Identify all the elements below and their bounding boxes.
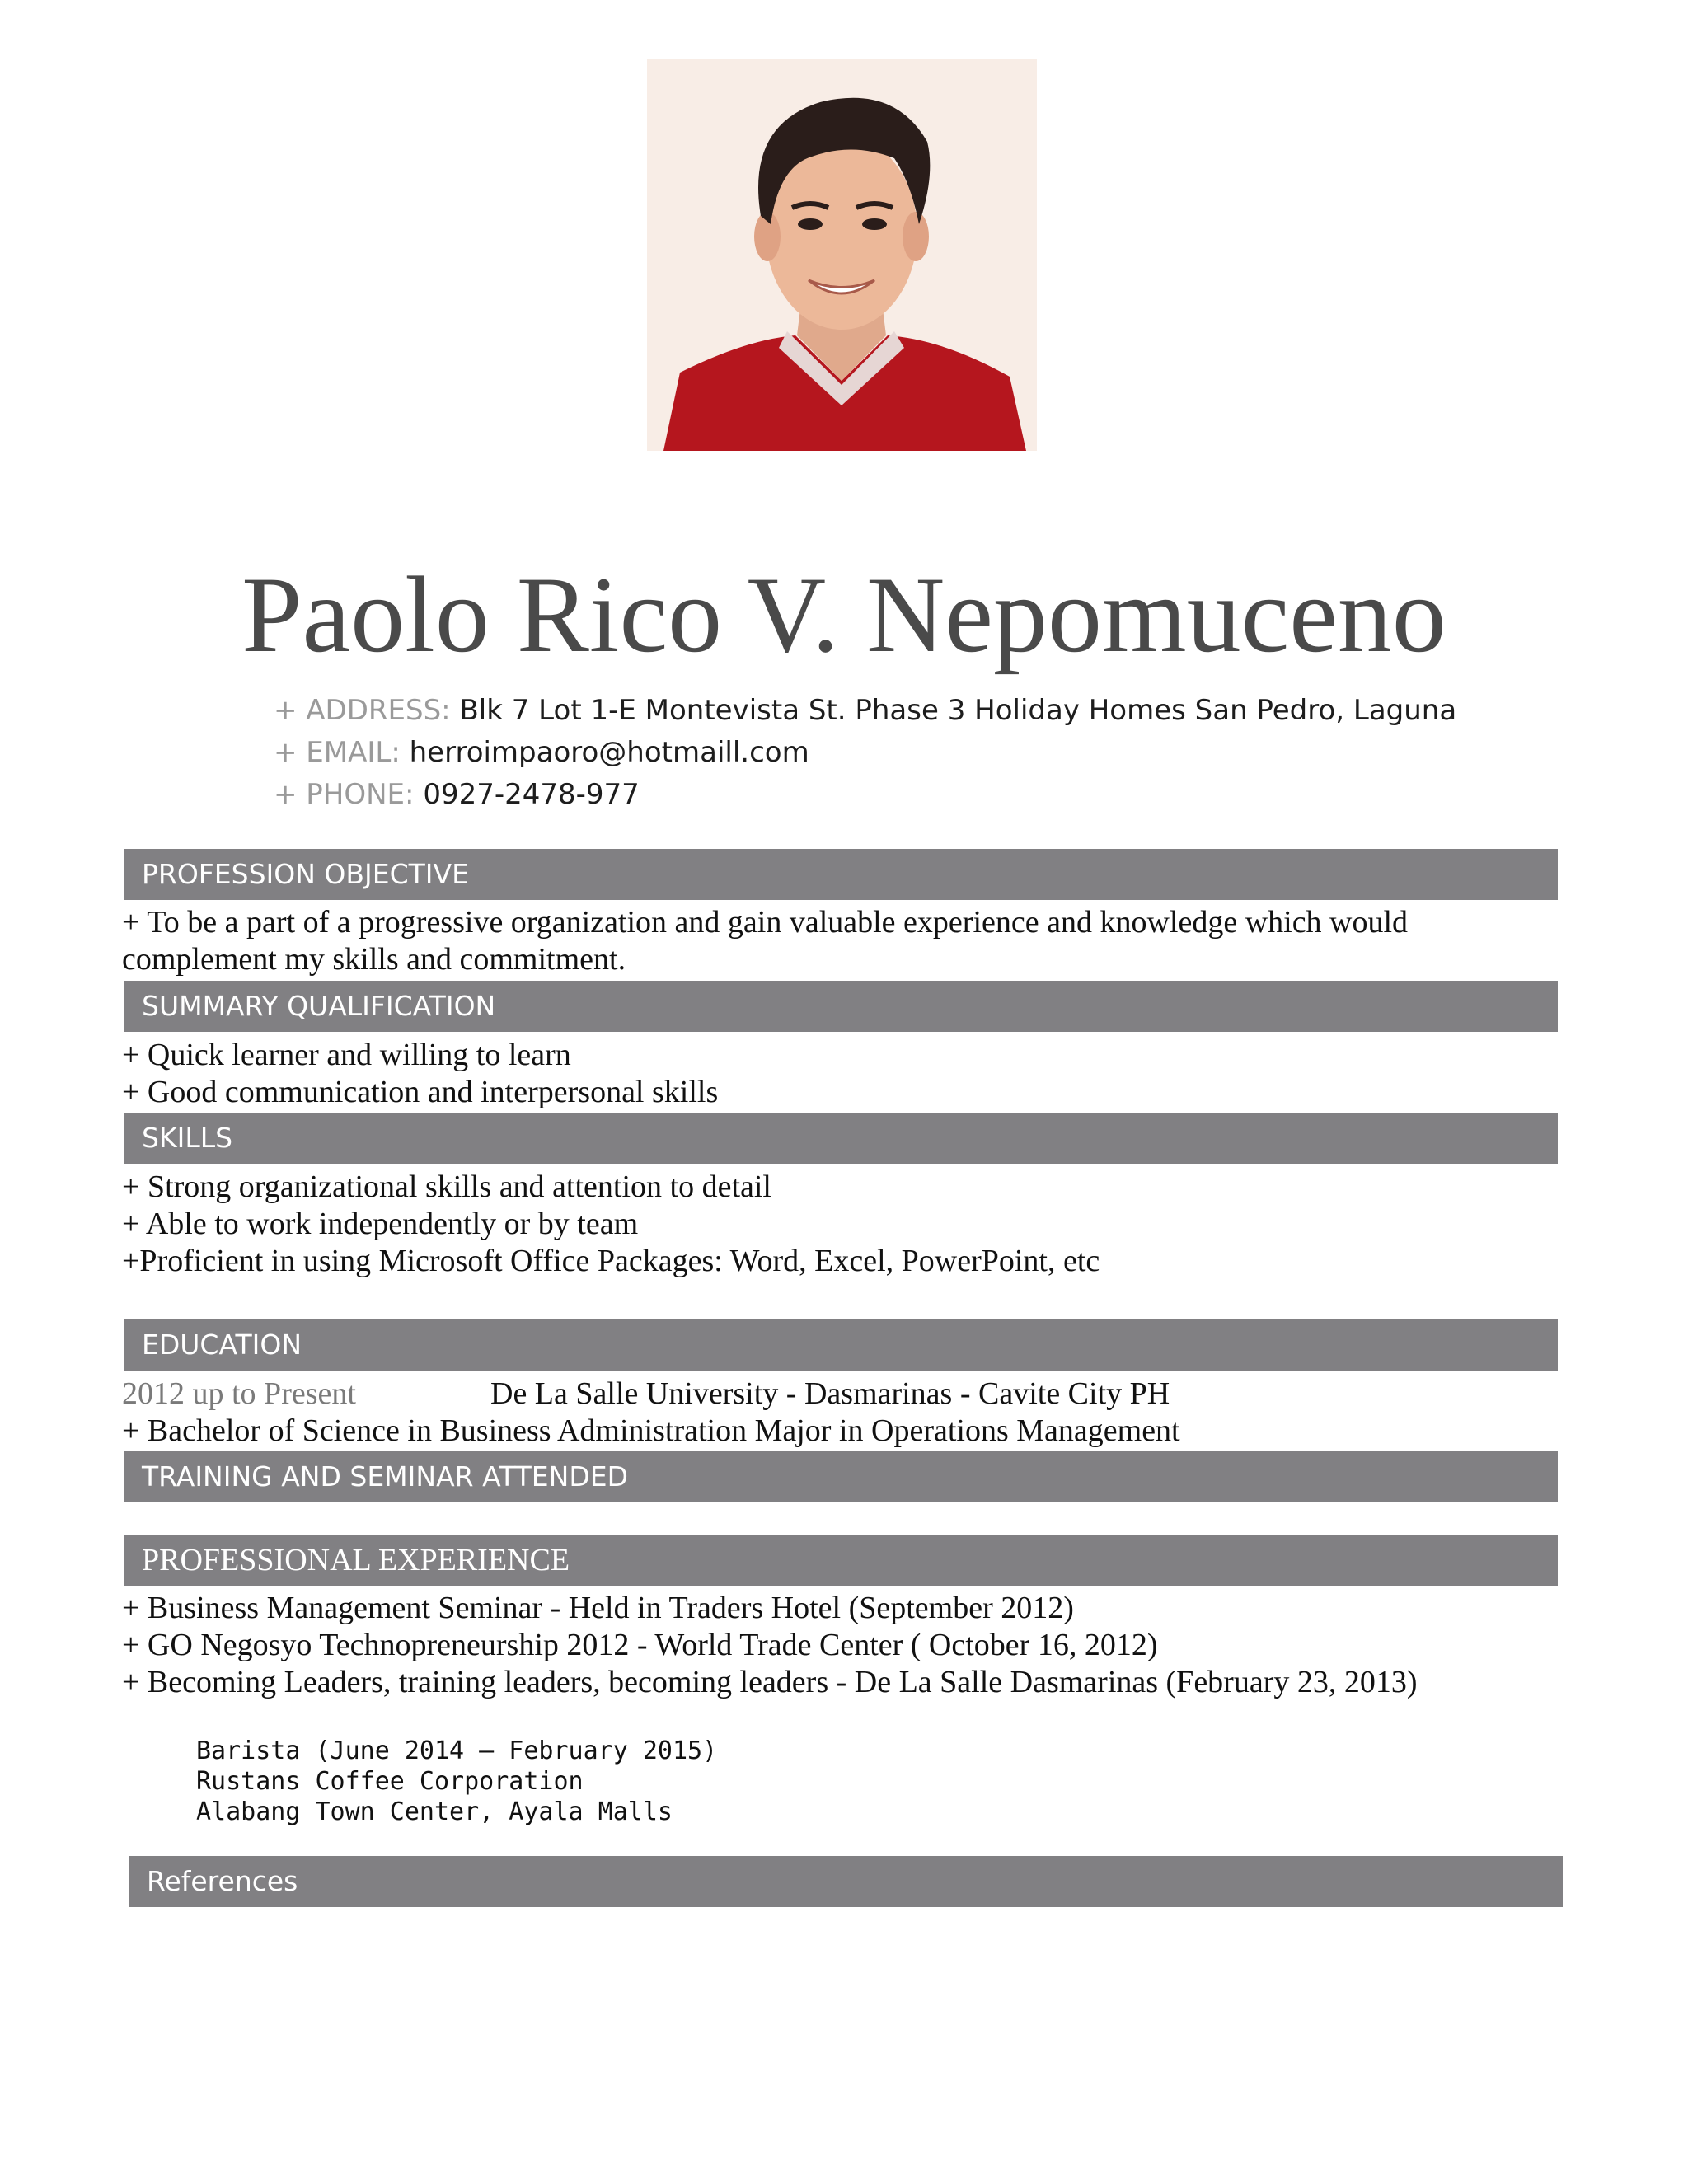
- section-header-skills: SKILLS: [124, 1113, 1558, 1164]
- contact-address: [274, 694, 1457, 727]
- job-company: Rustans Coffee Corporation: [196, 1767, 584, 1796]
- section-header-education: EDUCATION: [124, 1319, 1558, 1371]
- education-degree: + Bachelor of Science in Business Administration Major in Operations Management: [122, 1413, 1180, 1448]
- skills-line: + Able to work independently or by team: [122, 1207, 639, 1241]
- experience-line: + Becoming Leaders, training leaders, becoming leaders - De La Salle Dasmarinas (February 23, 2013): [122, 1665, 1418, 1699]
- education-school: De La Salle University - Dasmarinas - Cavite City PH: [490, 1376, 1170, 1411]
- education-period: 2012 up to Present: [122, 1376, 356, 1411]
- contact-email-label: + EMAIL:: [274, 736, 401, 769]
- section-header-references: References: [129, 1856, 1563, 1907]
- job-title: Barista (June 2014 – February 2015): [196, 1736, 718, 1765]
- summary-line: + Good communication and interpersonal skills: [122, 1075, 719, 1109]
- objective-line: + To be a part of a progressive organization and gain valuable experience and knowledge which would: [122, 905, 1409, 940]
- contact-phone-label: + PHONE:: [274, 778, 415, 811]
- skills-line: + Strong organizational skills and attention to detail: [122, 1169, 771, 1204]
- section-header-objective: PROFESSION OBJECTIVE: [124, 849, 1558, 900]
- profile-photo: [647, 59, 1037, 451]
- section-header-training: TRAINING AND SEMINAR ATTENDED: [124, 1451, 1558, 1502]
- skills-line: +Proficient in using Microsoft Office Packages: Word, Excel, PowerPoint, etc: [122, 1244, 1100, 1278]
- contact-phone: [274, 778, 640, 811]
- job-location: Alabang Town Center, Ayala Malls: [196, 1797, 673, 1826]
- contact-phone-value: 0927-2478-977: [423, 778, 640, 811]
- contact-email: [274, 736, 809, 769]
- profile-photo-image: [647, 59, 1037, 451]
- experience-line: + Business Management Seminar - Held in Traders Hotel (September 2012): [122, 1591, 1074, 1625]
- section-header-summary: SUMMARY QUALIFICATION: [124, 981, 1558, 1032]
- contact-address-value: Blk 7 Lot 1-E Montevista St. Phase 3 Holiday Homes San Pedro, Laguna: [459, 694, 1457, 727]
- contact-address-label: + ADDRESS:: [274, 694, 451, 727]
- contact-email-value: herroimpaoro@hotmaill.com: [409, 736, 809, 769]
- summary-line: + Quick learner and willing to learn: [122, 1038, 571, 1072]
- experience-line: + GO Negosyo Technopreneurship 2012 - World Trade Center ( October 16, 2012): [122, 1628, 1158, 1662]
- section-header-experience: PROFESSIONAL EXPERIENCE: [124, 1535, 1558, 1586]
- candidate-name: Paolo Rico V. Nepomuceno: [241, 554, 1447, 675]
- objective-line: complement my skills and commitment.: [122, 942, 626, 977]
